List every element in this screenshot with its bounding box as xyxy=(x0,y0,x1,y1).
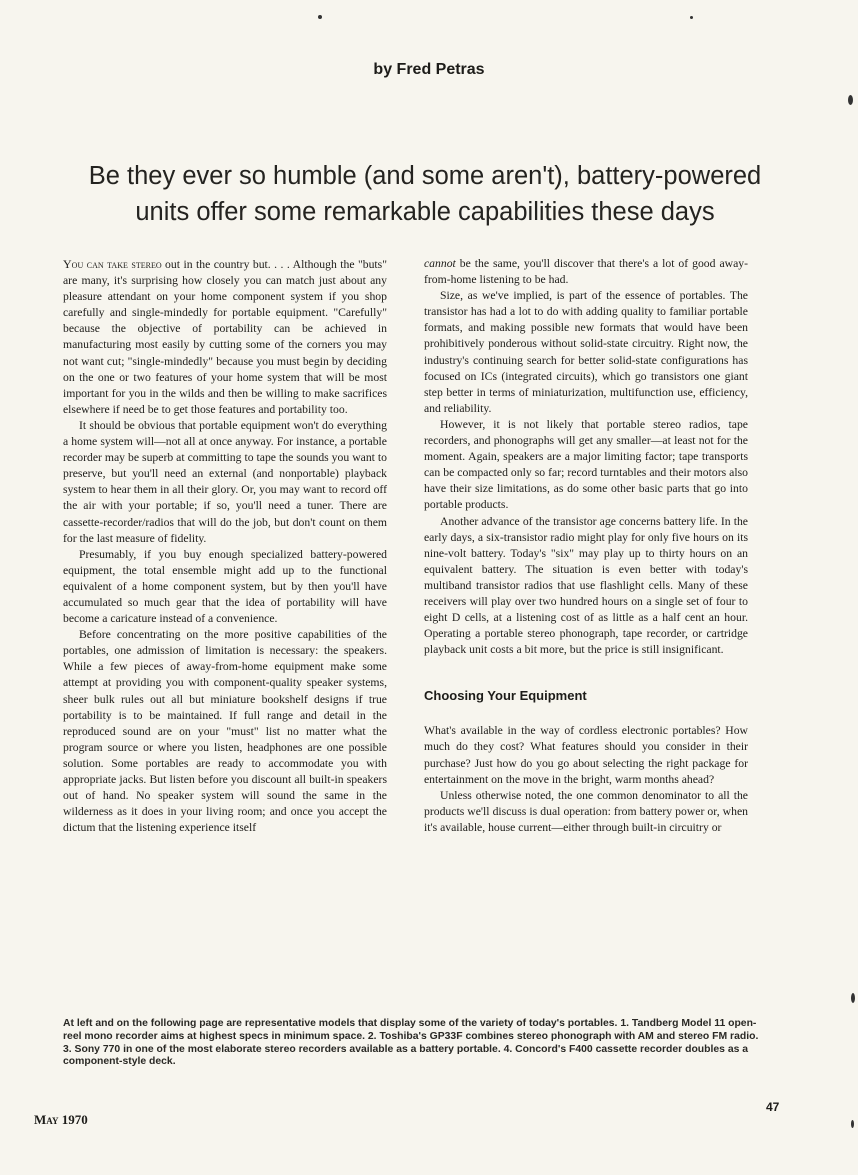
paragraph: cannot be the same, you'll discover that there's a lot of good away-from-home listening to be had. xyxy=(424,257,748,287)
headline xyxy=(40,158,810,230)
issue-date: May 1970 xyxy=(34,1112,88,1127)
paragraph: Another advance of the transistor age concerns battery life. In the early days, a six-transistor radio might play for only five hours on its nine-volt battery. Today's "six" may play up to thirty hours on an equivalent battery. The situation is even better with today's multiband transistor radios that use flashlight cells. Many of these receivers will play over two hundred hours on a single set of four to eight D cells, at a listening cost of as little as a half cent an hour. Operating a portable stereo phonograph, tape recorder, or cartridge playback unit costs a bit more, but the price is still insignificant. xyxy=(424,514,748,657)
print-speck xyxy=(851,1120,854,1128)
section-heading: Choosing Your Equipment xyxy=(424,688,587,704)
paragraph: What's available in the way of cordless electronic portables? How much do they cost? What features should you consider in their purchase? Just how do you go about selecting the right package for entertainment on the move in the bright, warm months ahead? xyxy=(424,724,748,786)
headline-line-1: Be they ever so humble (and some aren't), battery-powered xyxy=(88,162,762,190)
lead-in: You can take stereo xyxy=(63,257,162,271)
paragraph: Presumably, if you buy enough specialized battery-powered equipment, the total ensemble might add up to the functional equivalent of a home component system, but by then you'll have accumulated so much gear that the idea of portability will have become a caricature instead of a convenience. xyxy=(63,547,387,626)
paragraph: Unless otherwise noted, the one common denominator to all the products we'll discuss is dual operation: from battery power or, when it's available, house current—either through built-in circuitry or xyxy=(424,788,748,834)
left-column xyxy=(63,256,387,836)
photo-caption: At left and on the following page are representative models that display some of the variety of today's portables. 1. Tandberg Model 11 open-reel mono recorder aims at highest specs in minimum space. 2. Toshiba's GP33F combines stereo phonograph with AM and stereo FM radio. 3. Sony 770 in one of the most elaborate stereo recorders available as a battery portable. 4. Concord's F400 cassette recorder doubles as a component-style deck. xyxy=(63,1018,759,1068)
print-speck xyxy=(318,15,322,19)
right-column xyxy=(424,256,748,836)
headline-line-2: units offer some remarkable capabilities these days xyxy=(135,198,715,226)
paragraph: However, it is not likely that portable stereo radios, tape recorders, and phonographs will get any smaller—at least not for the moment. Again, speakers are a major limiting factor; tape transports can be compacted only so far; record turntables and their motors also have their size limitations, as do some other basic parts that go into portable products. xyxy=(424,417,748,512)
byline: by Fred Petras xyxy=(373,61,485,78)
print-speck xyxy=(848,95,853,105)
print-speck xyxy=(851,993,855,1003)
paragraph: Size, as we've implied, is part of the essence of portables. The transistor has had a lot to do with adding quality to familiar portable formats, and making possible new formats that would have been prohibitively ponderous without solid-state circuitry. Right now, the industry's continuing search for better solid-state configurations has focused on ICs (integrated circuits), which go transistors one giant step better in terms of miniaturization, multifunction use, efficiency, and reliability. xyxy=(424,289,748,415)
paragraph: It should be obvious that portable equipment won't do everything a home system will—not all at once anyway. For instance, a portable recorder may be superb at committing to tape the sounds you want to preserve, but you'll need an external (and nonportable) playback system to hear them in all their glory. Or, you may want to record off the air with your portable; if so, you'll need a tuner. There are cassette-recorder/radios that will do the job, but don't count on them for the last measure of fidelity. xyxy=(63,418,387,545)
print-speck xyxy=(690,16,693,19)
paragraph: You can take stereo out in the country but. . . . Although the "buts" are many, it's surprising how closely you can match just about any pleasure attendant on your home component system if you shop carefully and single-mindedly for portable equipment. "Carefully" because the objective of portability can be achieved in manufacturing most easily by cutting some of the corners you may not want cut; "single-mindedly" because you must begin by deciding on the one or two features of your home system that will be most important for you in the wilds and then be willing to make sacrifices elsewhere if need be to get those features and portability too. xyxy=(63,257,387,416)
paragraph: Before concentrating on the more positive capabilities of the portables, one admission of limitation is necessary: the speakers. While a few pieces of away-from-home equipment make some attempt at providing you with component-quality speaker systems, sheer bulk rules out all but miniature bookshelf designs if true portability is to be maintained. If full range and detail in the reproduced sound are on your "must" list no matter what the program source or where you listen, headphones are one possible solution. Some portables are ready to accommodate you with appropriate jacks. But listen before you discount all built-in speakers out of hand. No speaker system will sound the same in the wilderness as it does in your living room; and once you accept the dictum that the listening experience itself xyxy=(63,628,387,835)
page-number: 47 xyxy=(766,1100,780,1114)
